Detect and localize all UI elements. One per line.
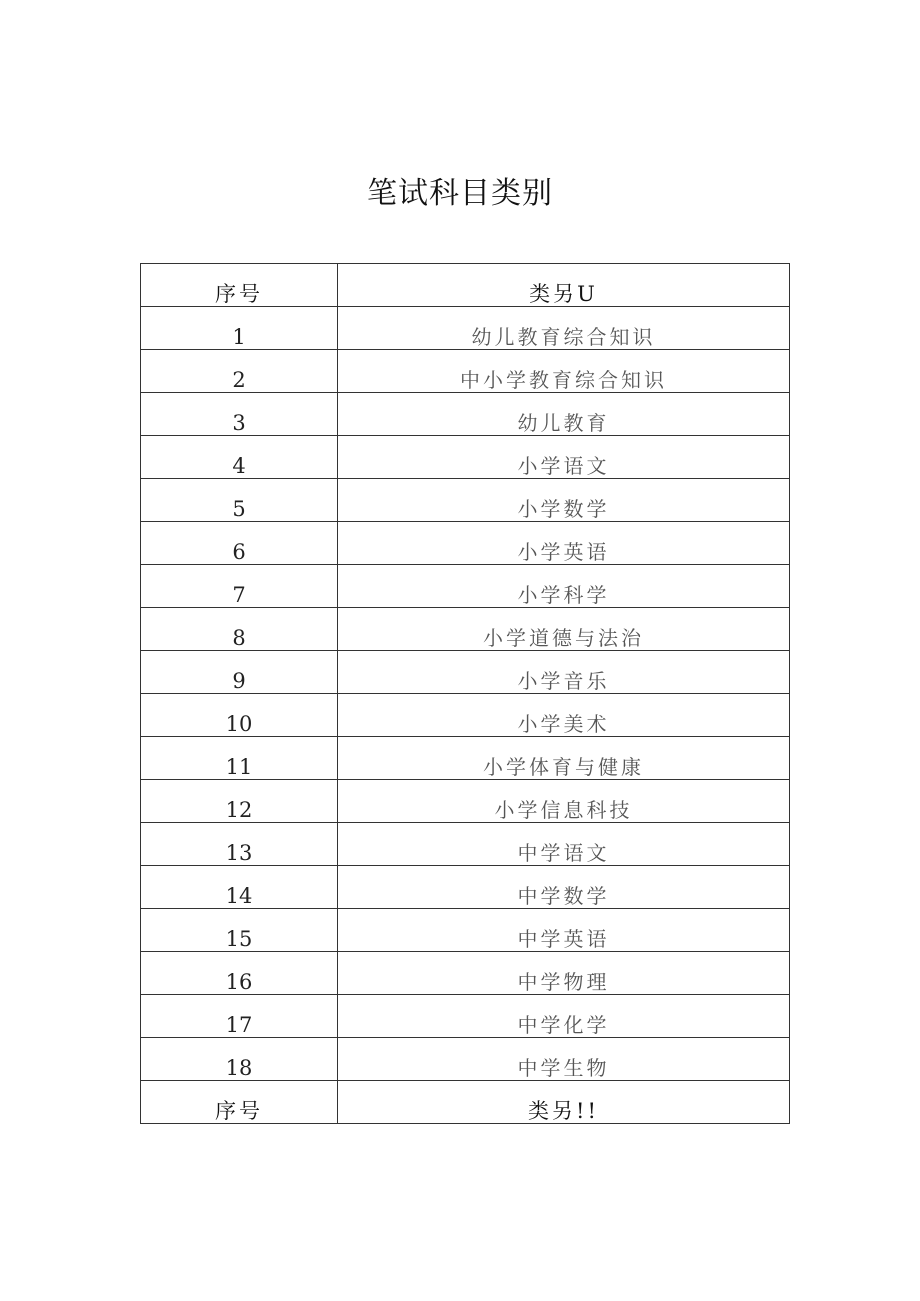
row-category-cell: 小学英语 — [338, 522, 790, 565]
page-title: 笔试科目类别 — [367, 176, 553, 211]
row-no-cell: 4 — [141, 436, 338, 479]
row-category-cell: 小学语文 — [338, 436, 790, 479]
row-no-cell: 9 — [141, 651, 338, 694]
row-category-cell: 中学语文 — [338, 823, 790, 866]
row-category-cell: 幼儿教育综合知识 — [338, 307, 790, 350]
row-category-cell: 小学信息科技 — [338, 780, 790, 823]
table-row — [141, 479, 790, 522]
row-category-cell: 小学音乐 — [338, 651, 790, 694]
table-row — [141, 823, 790, 866]
table-row — [141, 995, 790, 1038]
table-row — [141, 737, 790, 780]
header-no-cell: 序号 — [141, 264, 338, 307]
row-no-cell: 16 — [141, 952, 338, 995]
row-category-cell: 小学数学 — [338, 479, 790, 522]
row-category-cell: 幼儿教育 — [338, 393, 790, 436]
row-category-cell: 小学道德与法治 — [338, 608, 790, 651]
row-no-cell: 12 — [141, 780, 338, 823]
row-no-cell: 18 — [141, 1038, 338, 1081]
row-category-cell: 小学体育与健康 — [338, 737, 790, 780]
subject-table — [140, 263, 790, 1124]
row-no-cell: 8 — [141, 608, 338, 651]
row-no-cell: 3 — [141, 393, 338, 436]
table-row — [141, 393, 790, 436]
row-category-cell: 中学化学 — [338, 995, 790, 1038]
row-category-cell: 中学生物 — [338, 1038, 790, 1081]
row-no-cell: 17 — [141, 995, 338, 1038]
row-category-cell: 小学科学 — [338, 565, 790, 608]
table-row — [141, 350, 790, 393]
table-row — [141, 608, 790, 651]
table-row — [141, 522, 790, 565]
row-no-cell: 2 — [141, 350, 338, 393]
footer-no-cell: 序号 — [141, 1081, 338, 1124]
table-row — [141, 694, 790, 737]
table-row — [141, 565, 790, 608]
row-no-cell: 5 — [141, 479, 338, 522]
row-no-cell: 6 — [141, 522, 338, 565]
table-row — [141, 651, 790, 694]
table-footer-row — [141, 1081, 790, 1124]
row-no-cell: 7 — [141, 565, 338, 608]
table-row — [141, 307, 790, 350]
table-row — [141, 909, 790, 952]
table-row — [141, 780, 790, 823]
table-row — [141, 1038, 790, 1081]
row-no-cell: 13 — [141, 823, 338, 866]
row-category-cell: 小学美术 — [338, 694, 790, 737]
row-no-cell: 1 — [141, 307, 338, 350]
footer-category-cell: 类另!! — [338, 1081, 790, 1124]
table-header-row — [141, 264, 790, 307]
row-no-cell: 14 — [141, 866, 338, 909]
row-category-cell: 中学物理 — [338, 952, 790, 995]
row-no-cell: 11 — [141, 737, 338, 780]
table-row — [141, 952, 790, 995]
row-no-cell: 15 — [141, 909, 338, 952]
header-category-cell: 类另U — [338, 264, 790, 307]
row-category-cell: 中小学教育综合知识 — [338, 350, 790, 393]
row-category-cell: 中学数学 — [338, 866, 790, 909]
table-row — [141, 866, 790, 909]
row-category-cell: 中学英语 — [338, 909, 790, 952]
table-row — [141, 436, 790, 479]
row-no-cell: 10 — [141, 694, 338, 737]
